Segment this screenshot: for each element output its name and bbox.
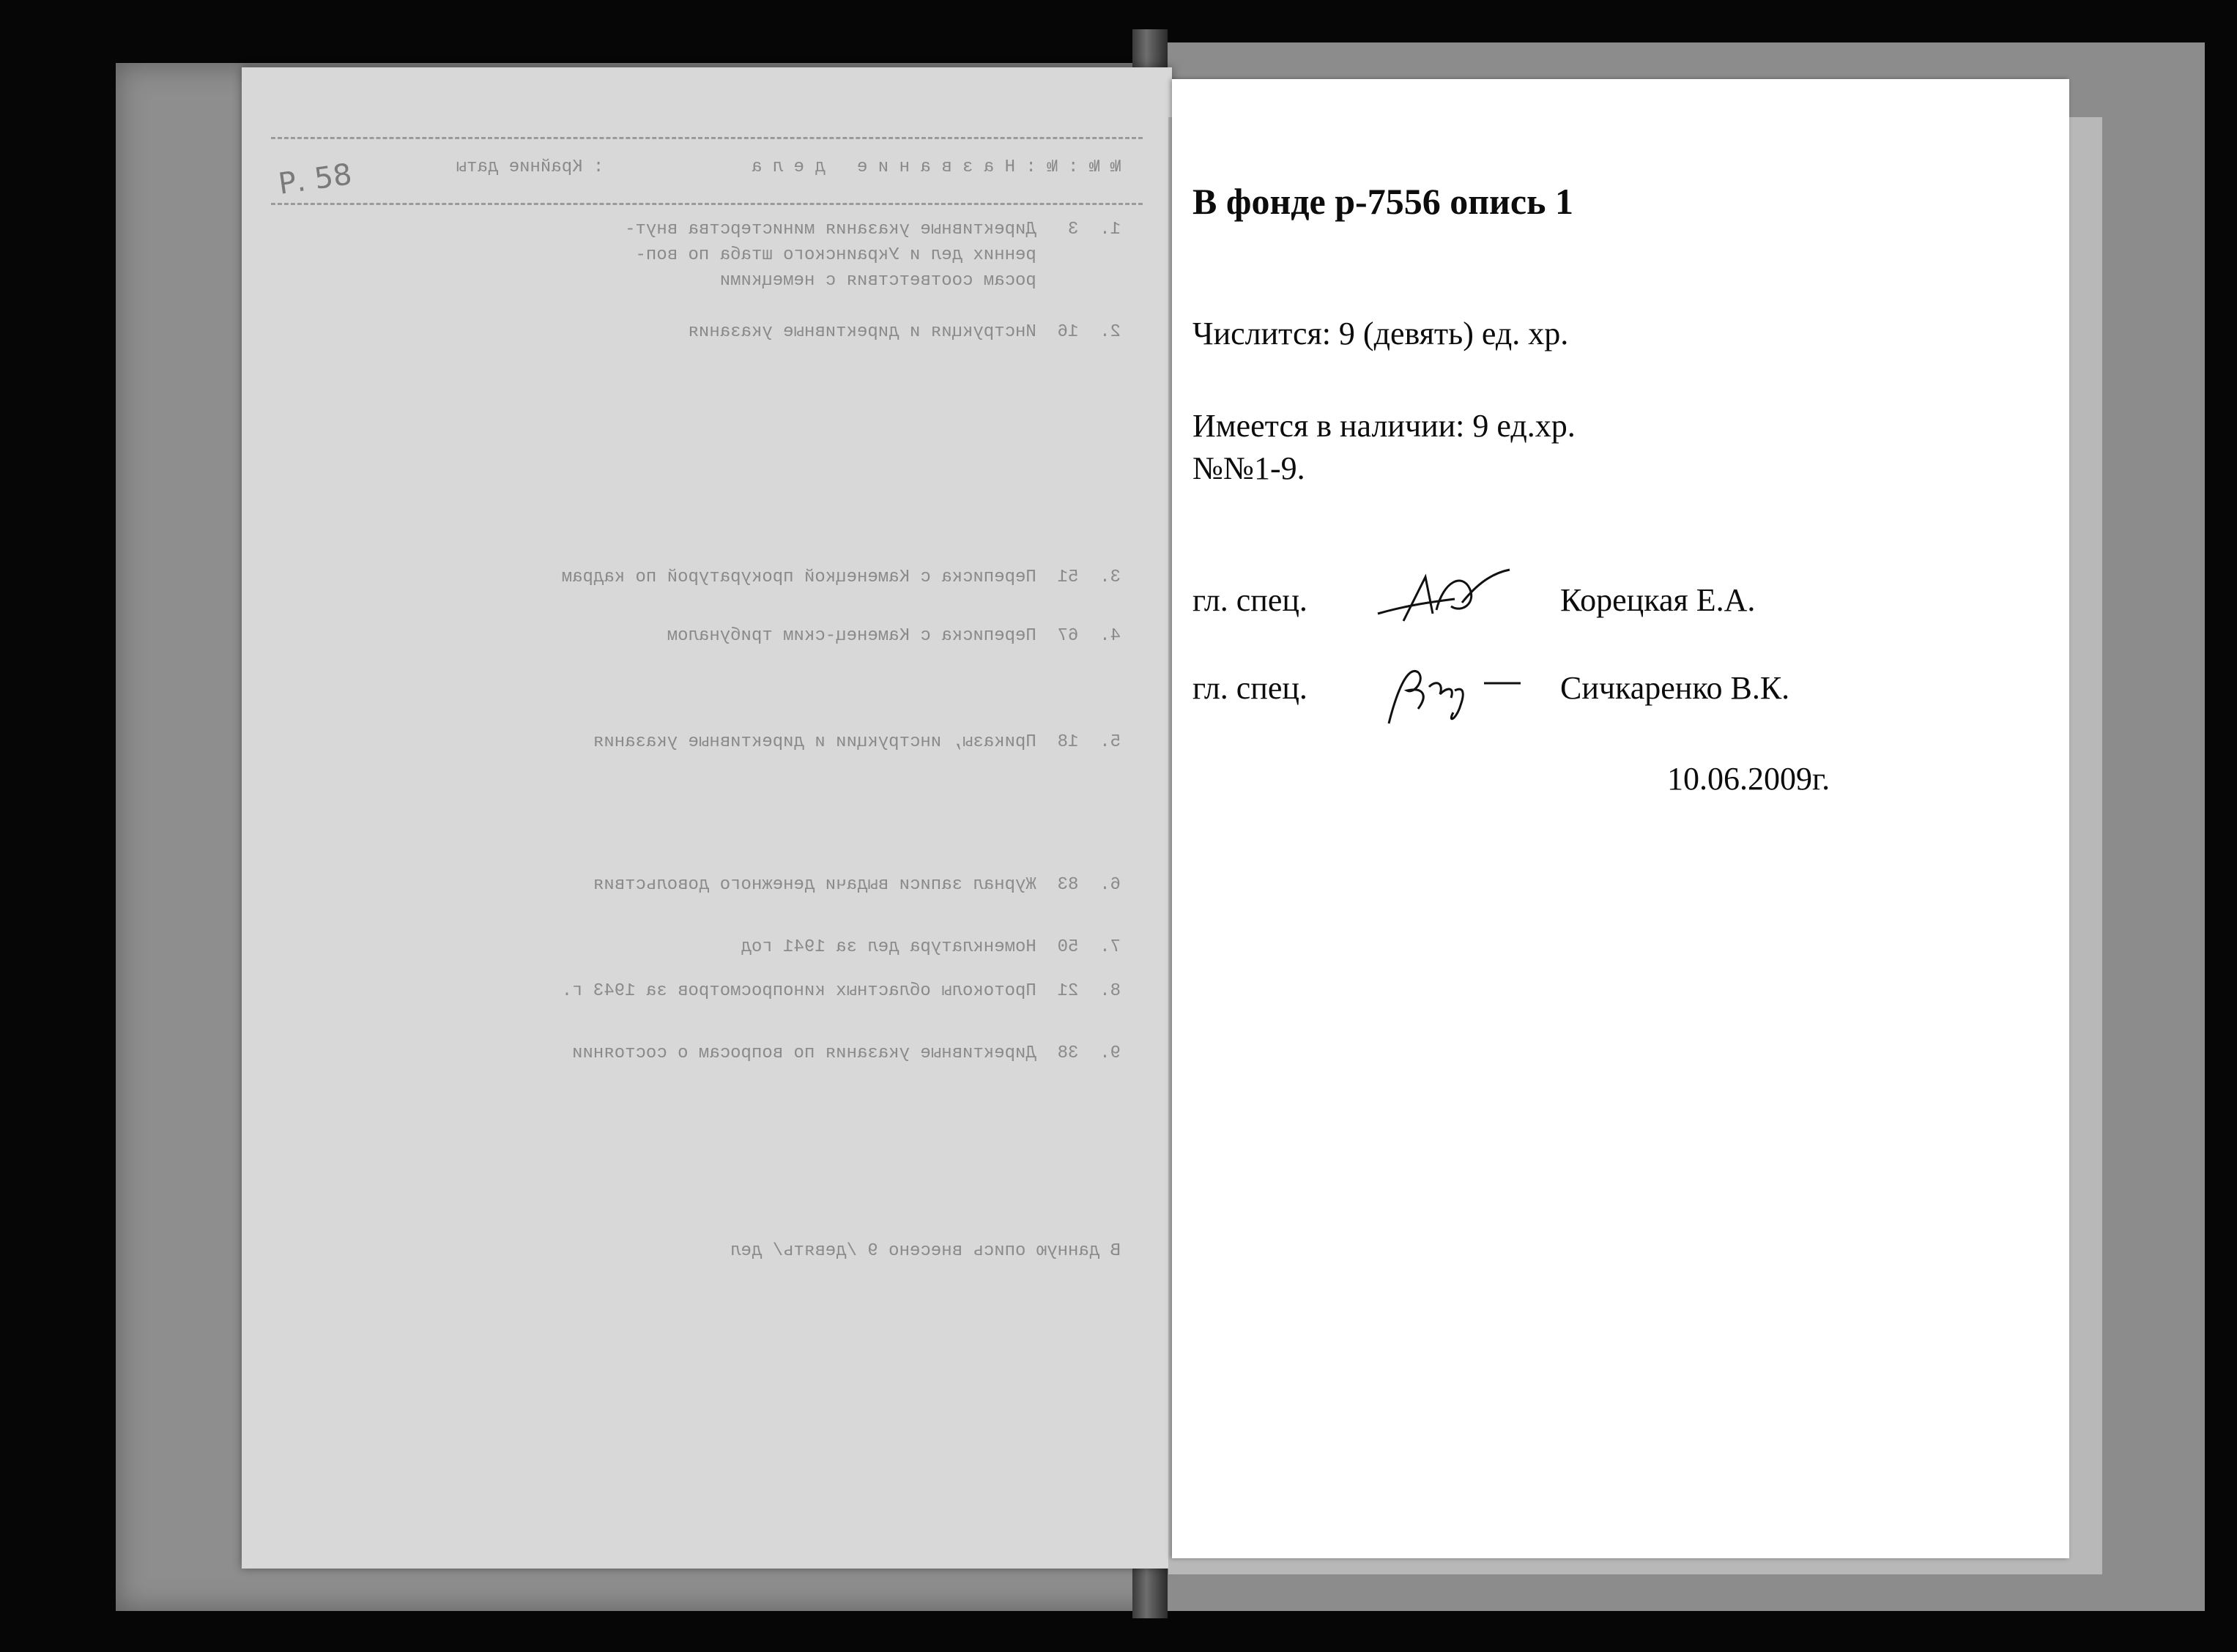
item-numbers: №№1-9. (1192, 450, 1305, 486)
certificate-sheet (1172, 79, 2069, 1558)
mirrored-line: 1. 3 Директивные указания министерства внут- (625, 220, 1121, 239)
signatory-position: гл. спец. (1192, 670, 1307, 706)
available-count: Имеется в наличии: 9 ед.хр. (1192, 408, 1576, 444)
certificate-date: 10.06.2009г. (1667, 761, 1830, 797)
signatory-name: Сичкаренко В.К. (1560, 670, 1790, 706)
listed-count: Числится: 9 (девять) ед. хр. (1192, 316, 1569, 351)
mirrored-line: ренних дел и Украинского штаба по воп- (635, 245, 1121, 265)
mirrored-line: 2. 16 Инструкция и директивные указания (688, 322, 1121, 342)
signatory-position: гл. спец. (1192, 582, 1307, 618)
mirrored-line: росам соответствия с немецкими (719, 271, 1121, 291)
mirrored-line: 9. 38 Директивные указания по вопросам о состоянии (572, 1043, 1121, 1063)
mirrored-line: В данную опись внесено 9 /девять/ дел (730, 1241, 1121, 1261)
table-header-rule (271, 203, 1143, 205)
left-page-mirrored-inventory (242, 67, 1172, 1569)
mirrored-text-block (242, 67, 1172, 1569)
mirrored-line: 3. 51 Переписка с Каменецкой прокуратурой по кадрам (561, 568, 1121, 587)
table-header-rule (271, 137, 1143, 139)
mirrored-line: 6. 83 Журнал записи выдачи денежного довольствия (593, 875, 1121, 895)
mirrored-line: 4. 67 Переписка с Каменец-ским трибуналом (667, 626, 1121, 646)
mirrored-line: 8. 21 Протоколы областных кинопросмотров за 1943 г. (561, 981, 1121, 1001)
signatory-name: Корецкая Е.А. (1560, 582, 1756, 618)
mirrored-line: № № : № : Н а з в а н и е д е л а : Крайние даты (456, 157, 1121, 177)
mirrored-line: 7. 50 Номенклатура дел за 1941 год (741, 937, 1121, 957)
mirrored-line: 5. 18 Приказы, инструкции и директивные указания (593, 732, 1121, 752)
archive-mark: Р. 58 (276, 157, 355, 201)
signature-koretskaya (1374, 562, 1521, 628)
certificate-heading: В фонде р-7556 опись 1 (1192, 181, 1573, 222)
signature-sichkarenko (1374, 650, 1543, 731)
